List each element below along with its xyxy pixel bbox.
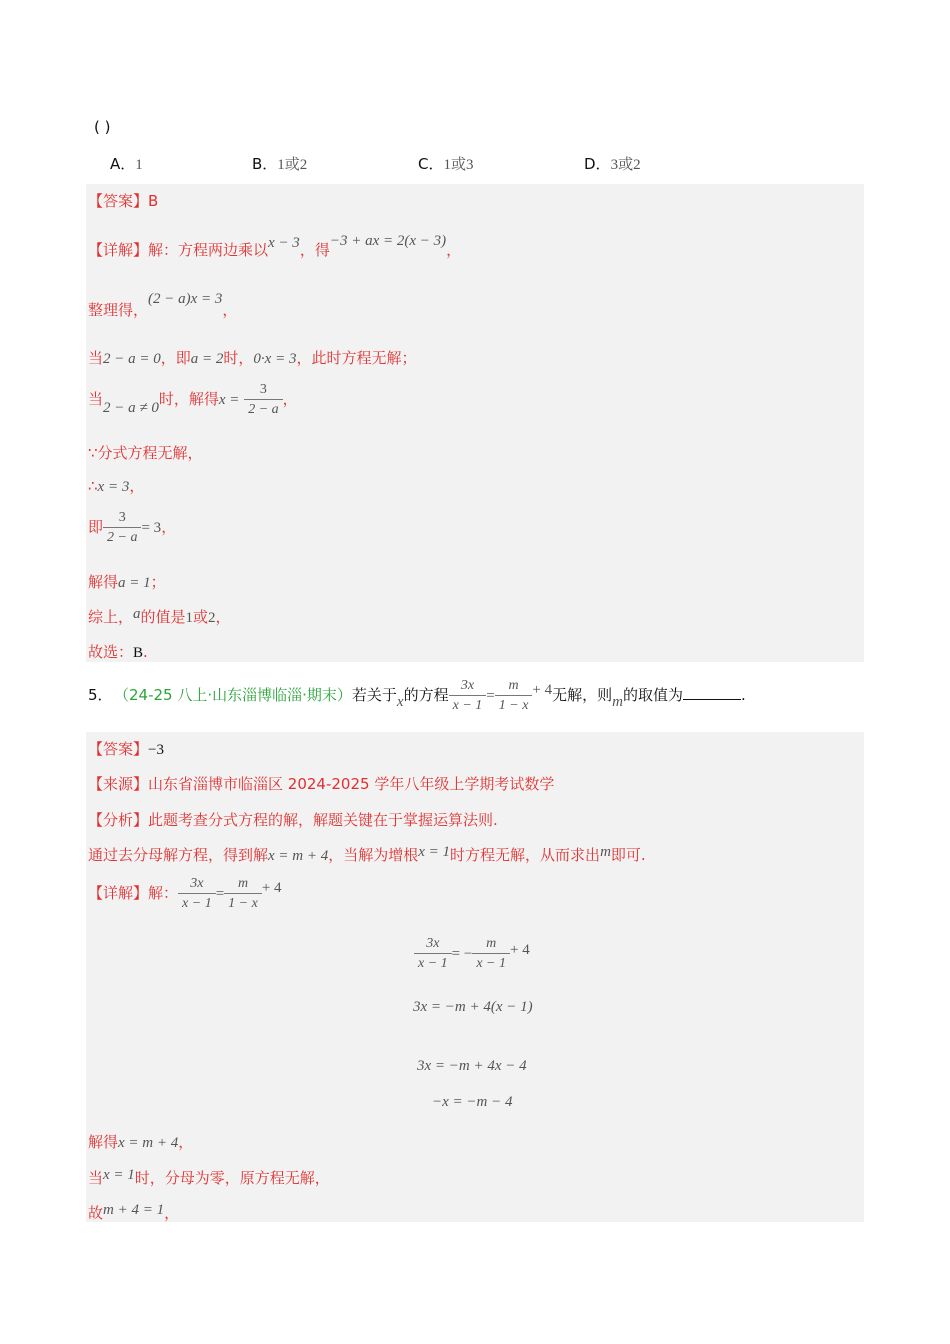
q5-detail-end-3 — [88, 1202, 179, 1223]
option-a — [110, 153, 143, 174]
analysis-label: 【分析】 — [88, 811, 149, 829]
detail-label: 【详解】 — [88, 884, 149, 902]
math: x = 3 — [97, 479, 130, 495]
option-text: 1 — [135, 157, 143, 173]
denominator: x − 1 — [418, 956, 448, 971]
math: B — [133, 645, 144, 661]
answer-blank — [683, 687, 741, 700]
denominator: x − 1 — [476, 956, 507, 971]
text: 即可. — [610, 846, 646, 864]
numerator: m — [472, 934, 510, 954]
numerator: m — [224, 874, 262, 894]
fraction — [224, 874, 262, 913]
answer-value: B — [148, 192, 159, 210]
text: 综上， — [88, 608, 134, 626]
q4-detail-line-2 — [88, 291, 238, 320]
q5-stem — [88, 676, 746, 715]
math: + 4 — [510, 942, 530, 958]
math: x − 3 — [268, 235, 300, 251]
derivation-step-2: 3x = −m + 4(x − 1) — [413, 999, 533, 1015]
derivation-step-4: −x = −m − 4 — [432, 1094, 513, 1110]
text: 无解，则 — [552, 686, 613, 704]
text: 时， — [223, 349, 254, 367]
numerator: 3x — [178, 874, 216, 894]
math: = — [215, 886, 225, 902]
numerator: 3 — [244, 380, 282, 400]
option-letter: B． — [252, 155, 278, 173]
math: = − — [451, 946, 473, 962]
q4-detail-line-10 — [88, 641, 148, 662]
text: 通过去分母解方程，得到解 — [88, 846, 269, 864]
q5-solution-box — [86, 732, 864, 1222]
text: ， — [129, 477, 145, 495]
math: = — [486, 688, 495, 704]
denominator: 2 − a — [248, 402, 279, 417]
math: m + 4 = 1 — [103, 1202, 165, 1218]
text: ； — [150, 573, 166, 591]
math: 1 — [185, 610, 194, 626]
text: 故选： — [88, 643, 134, 661]
source-label: 【来源】 — [88, 775, 149, 793]
math: x = m + 4 — [118, 1135, 179, 1151]
denominator: x − 1 — [452, 698, 483, 713]
math: 0·x = 3 — [253, 351, 297, 367]
answer-parentheses: ( ) — [94, 118, 111, 136]
denominator: 2 − a — [107, 530, 138, 545]
option-text: 3或2 — [610, 157, 641, 173]
derivation-step-1 — [414, 934, 530, 973]
text: 时，分母为零，原方程无解， — [134, 1169, 330, 1187]
q5-analysis-line — [88, 809, 498, 830]
q4-detail-line-4 — [88, 380, 298, 419]
q4-detail-line-9 — [88, 606, 231, 627]
text: ， — [222, 301, 238, 319]
math: + 4 — [532, 682, 553, 698]
analysis-text: 此题考查分式方程的解，解题关键在于掌握运算法则. — [148, 811, 498, 829]
math: x = — [218, 392, 240, 408]
q4-detail-line-3 — [88, 347, 416, 368]
text: 的取值为 — [623, 686, 684, 704]
option-b — [252, 153, 307, 174]
detail-label: 【详解】 — [88, 241, 149, 259]
option-text: 1或2 — [277, 157, 308, 173]
math: (2 − a)x = 3 — [148, 291, 223, 307]
denominator: 1 − x — [498, 698, 529, 713]
option-d — [584, 153, 641, 174]
text: 解得 — [88, 1133, 119, 1151]
fraction — [472, 934, 510, 973]
option-letter: C． — [418, 155, 444, 173]
answer-label: 【答案】 — [88, 192, 149, 210]
answer-label: 【答案】 — [88, 740, 149, 758]
text: ， — [215, 608, 231, 626]
denominator: x − 1 — [182, 896, 212, 911]
answer-value: −3 — [148, 742, 164, 758]
source-text: 山东省淄博市临淄区 2024-2025 学年八年级上学期考试数学 — [148, 775, 555, 793]
q4-detail-line-8 — [88, 571, 166, 592]
text: ， — [282, 390, 298, 408]
text: ，得 — [299, 241, 330, 259]
question-number: 5． — [88, 686, 113, 704]
math: 2 − a = 0 — [103, 351, 161, 367]
math: x = m + 4 — [268, 848, 329, 864]
text: ， — [164, 1204, 180, 1222]
option-c — [418, 153, 474, 174]
fraction — [495, 676, 533, 715]
text: . — [143, 643, 148, 661]
text: 整理得， — [88, 301, 149, 319]
text: 的方程 — [403, 686, 449, 704]
q4-answer-line — [88, 190, 158, 211]
text: ，此时方程无解； — [296, 349, 417, 367]
fraction — [178, 874, 216, 913]
denominator: 1 − x — [228, 896, 258, 911]
q4-detail-line-5: ∵分式方程无解， — [88, 444, 203, 462]
text: 时，解得 — [158, 390, 219, 408]
option-text: 1或3 — [443, 157, 474, 173]
q5-analysis-line-2 — [88, 844, 646, 865]
option-letter: D． — [584, 155, 611, 173]
text: 解得 — [88, 573, 119, 591]
q5-source-line — [88, 773, 554, 794]
text: 解：方程两边乘以 — [148, 241, 269, 259]
text: 或 — [193, 608, 209, 626]
math: m — [600, 844, 611, 860]
text: 当 — [88, 390, 104, 408]
fraction — [414, 934, 452, 973]
text: 即 — [88, 518, 104, 536]
text: 时方程无解，从而求出 — [450, 846, 601, 864]
q4-detail-line-7 — [88, 508, 176, 547]
text: 故 — [88, 1204, 104, 1222]
text: ，即 — [160, 349, 191, 367]
text: ， — [161, 518, 177, 536]
math: x — [396, 694, 404, 710]
text: . — [741, 686, 746, 704]
math: a = 1 — [118, 575, 151, 591]
text: 若关于 — [351, 686, 397, 704]
fraction — [103, 508, 141, 547]
math: −3 + ax = 2(x − 3) — [329, 233, 447, 249]
text: 当 — [88, 1169, 104, 1187]
text: ∴ — [88, 477, 98, 495]
numerator: 3x — [449, 676, 487, 696]
math: = 3 — [141, 520, 162, 536]
math: x = 1 — [418, 844, 451, 860]
q4-detail-line-1 — [88, 233, 462, 260]
q5-detail-line — [88, 874, 282, 913]
option-letter: A． — [110, 155, 136, 173]
math: a — [133, 606, 141, 622]
text: 当 — [88, 349, 104, 367]
math: m — [612, 694, 623, 710]
text: ， — [446, 241, 462, 259]
math: a = 2 — [190, 351, 224, 367]
math: 2 — [208, 610, 216, 626]
text: ， — [178, 1133, 194, 1151]
fraction — [244, 380, 282, 419]
text: 解： — [148, 884, 179, 902]
numerator: 3x — [414, 934, 452, 954]
math: + 4 — [261, 880, 282, 896]
q4-detail-line-6 — [88, 475, 144, 496]
q5-detail-end-2 — [88, 1167, 330, 1188]
numerator: m — [495, 676, 533, 696]
q5-detail-end-1 — [88, 1131, 193, 1152]
text: ，当解为增根 — [328, 846, 419, 864]
numerator: 3 — [103, 508, 141, 528]
source-tag: （24-25 八上·山东淄博临淄·期末） — [114, 686, 352, 704]
math: 2 − a ≠ 0 — [103, 400, 159, 416]
fraction — [449, 676, 487, 715]
q5-answer-line — [88, 738, 164, 759]
math: x = 1 — [103, 1167, 135, 1183]
derivation-step-3: 3x = −m + 4x − 4 — [417, 1058, 527, 1074]
text: 的值是 — [140, 608, 186, 626]
